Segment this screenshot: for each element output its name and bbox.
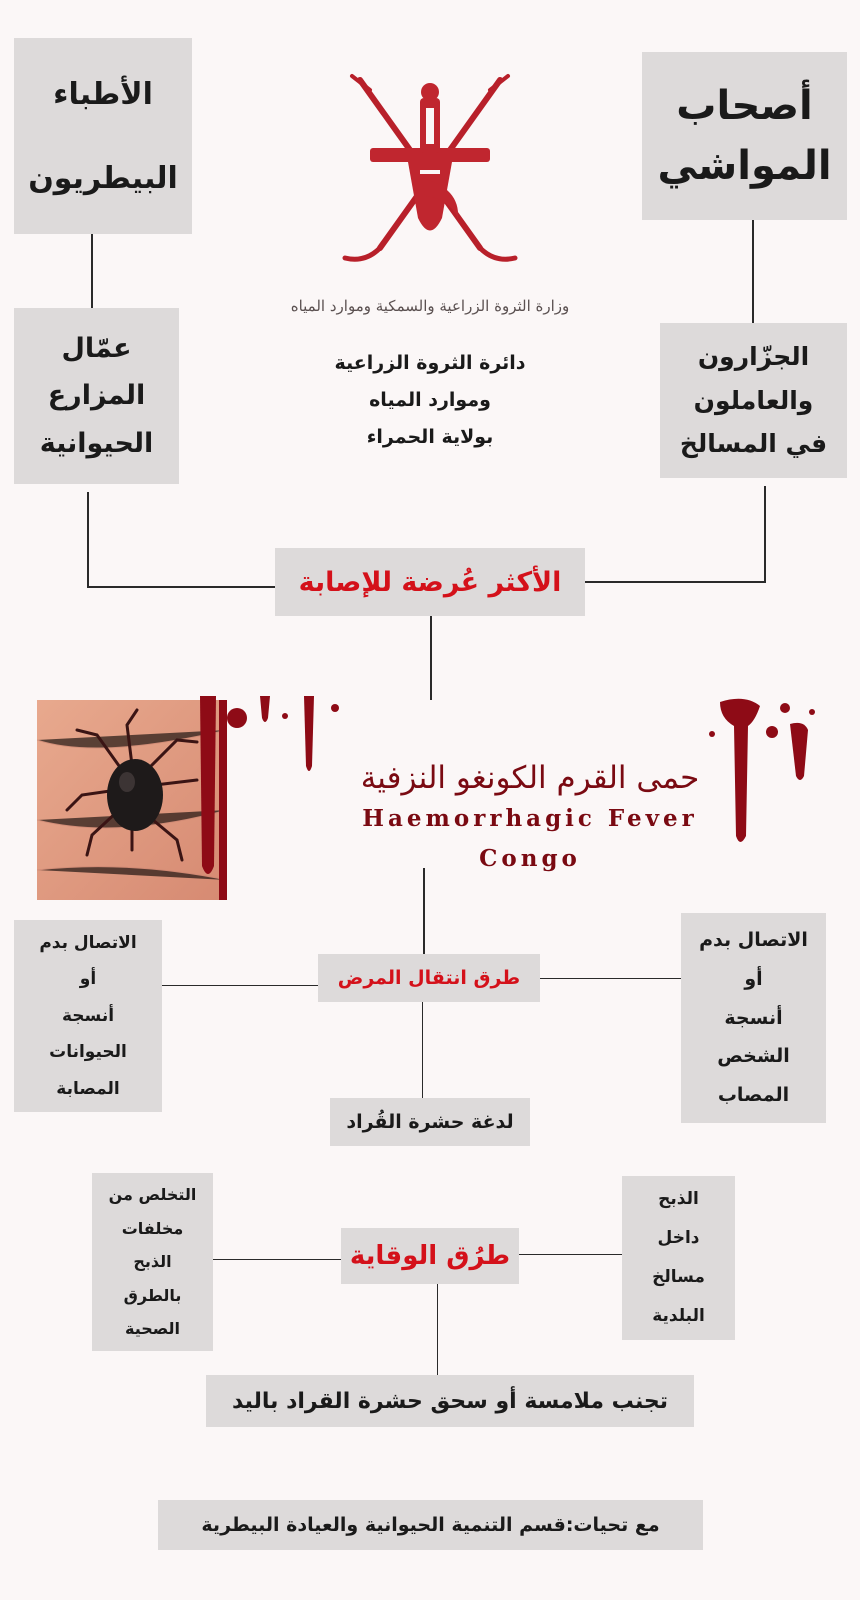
box-veterinarians-line2: البيطريون: [28, 160, 178, 196]
connector-butcher-down: [764, 486, 766, 583]
connector-prev-right: [519, 1254, 622, 1255]
connector-trans-left: [162, 985, 318, 986]
connector-vets-farm: [91, 234, 93, 308]
box-farm-workers: [14, 308, 179, 484]
prevention-left-line4: بالطرق: [123, 1285, 182, 1305]
connector-trans-right: [540, 978, 681, 979]
transmission-animals-box: [14, 920, 162, 1112]
connector-risk-banner: [430, 616, 432, 700]
transmission-right-line4: الشخص: [717, 1045, 790, 1068]
box-farm-line1: عمّال: [61, 333, 132, 365]
box-farm-line2: المزارع: [47, 380, 146, 412]
box-butchers-line2: والعاملون: [693, 385, 814, 415]
box-veterinarians: [14, 38, 192, 234]
connector-farm-down: [87, 492, 89, 588]
box-veterinarians-line1: الأطباء: [53, 76, 153, 112]
transmission-person-box: [681, 913, 826, 1123]
box-owners-line1: أصحاب: [676, 83, 813, 129]
dept-line1: دائرة الثروة الزراعية: [334, 352, 526, 374]
box-butchers-line1: الجزّارون: [697, 341, 810, 371]
box-butchers-line3: في المسالخ: [679, 429, 828, 459]
prevention-left-line5: الصحية: [124, 1319, 181, 1339]
disease-name-english-2: Congo: [479, 845, 581, 872]
box-owners-line2: المواشي: [657, 143, 832, 189]
ministry-name: وزارة الثروة الزراعية والسمكية وموارد المياه: [290, 297, 570, 315]
prevention-slaughterhouse-box: [622, 1176, 735, 1340]
most-at-risk-title: الأكثر عُرضة للإصابة: [275, 548, 585, 616]
prevention-right-line1: الذبح: [658, 1188, 699, 1209]
box-butchers: [660, 323, 847, 478]
connector-owners-butcher: [752, 220, 754, 323]
transmission-right-line2: أو: [744, 967, 763, 990]
footer-credits: مع تحيات:قسم التنمية الحيوانية والعيادة البيطرية: [158, 1500, 703, 1550]
prevention-right-line2: داخل: [657, 1227, 700, 1248]
box-livestock-owners: [642, 52, 847, 220]
tick-photo-icon: [37, 700, 227, 900]
tick-bite-box: لدغة حشرة القُراد: [330, 1098, 530, 1146]
prevention-left-line1: التخلص من: [108, 1185, 197, 1205]
transmission-left-line5: المصابة: [56, 1078, 120, 1099]
prevention-title: طرُق الوقاية: [341, 1228, 519, 1284]
connector-farm-risk: [87, 586, 275, 588]
transmission-left-line3: أنسجة: [61, 1005, 115, 1026]
transmission-right-line3: أنسجة: [724, 1006, 783, 1029]
prevention-disposal-box: [92, 1173, 213, 1351]
prevention-left-line2: مخلفات: [121, 1218, 184, 1238]
prevention-left-line3: الذبح: [133, 1252, 172, 1272]
department-name: [300, 345, 560, 456]
transmission-left-line1: الاتصال بدم: [39, 932, 137, 953]
dept-line2: وموارد المياه: [369, 389, 491, 412]
dept-line3: بولاية الحمراء: [366, 426, 494, 449]
connector-trans-tick: [422, 1002, 423, 1098]
prevention-right-line4: البلدية: [652, 1306, 705, 1327]
prevention-right-line3: مسالخ: [652, 1267, 705, 1287]
connector-prev-avoid: [437, 1284, 438, 1375]
disease-name-arabic: حمى القرم الكونغو النزفية: [360, 760, 700, 796]
connector-prev-left: [213, 1259, 341, 1260]
transmission-title: طرق انتقال المرض: [318, 954, 540, 1002]
transmission-left-line4: الحيوانات: [49, 1042, 127, 1063]
connector-butcher-risk: [585, 581, 766, 583]
box-farm-line3: الحيوانية: [39, 427, 154, 459]
transmission-left-line2: أو: [79, 969, 97, 990]
disease-name-english-1: Haemorrhagic Fever: [362, 805, 698, 832]
oman-emblem-icon: [330, 68, 530, 273]
avoid-ticks-box: تجنب ملامسة أو سحق حشرة القراد باليد: [206, 1375, 694, 1427]
transmission-right-line5: المصاب: [717, 1084, 790, 1107]
transmission-right-line1: الاتصال بدم: [699, 928, 808, 951]
